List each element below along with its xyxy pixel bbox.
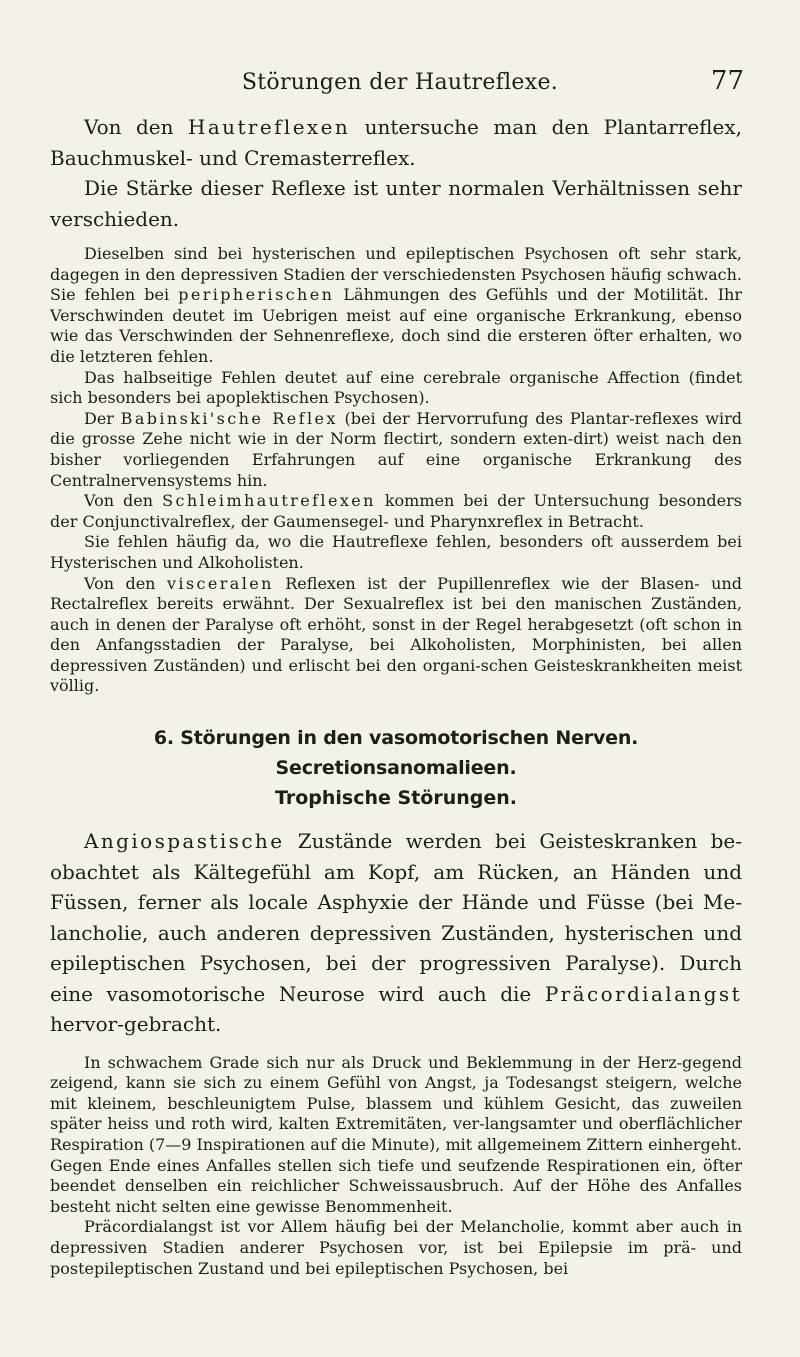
paragraph-precordial-anxiety-symptoms: In schwachem Grade sich nur als Druck und Beklemmung in der Herz-gegend zeigend, kann sie sich zu einem Gefühl von Angst, ja Todesangst steigern, welche mit kleinem, beschleunigtem Pulse, blassem und kühlem Gesicht, das zuweilen später heiss und roth wird, kalten Extremitäten, ver-langsamter und oberflächlicher Respiration (7—9 Inspirationen auf die Minute), mit allgemeinem Zittern einhergeht. Gegen Ende eines Anfalles stellen sich tiefe und seufzende Respirationen ein, öfter beendet denselben ein reichlicher Schweissausbruch. Auf der Höhe des Anfalles besteht nicht selten eine gewisse Benommenheit. [50,1052,742,1216]
paragraph-mucosal-reflexes [50,491,742,532]
paragraph-visceral-reflexes [50,574,742,698]
section-heading [50,723,742,813]
text-segment: hervor-gebracht. [50,1012,222,1037]
page-body [50,112,742,1279]
text-segment: Von den [84,115,189,139]
paragraph-mucosal-absence: Sie fehlen häufig da, wo die Hautreflexe fehlen, besonders oft ausserdem bei Hysterischen und Alkoholisten. [50,532,742,572]
text-segment: Von den [84,491,163,511]
text-segment: Zustände werden bei Geisteskranken be-obachtet als Kältegefühl am Kopf, am Rücken, an Händen und Füssen, ferner als locale Asphyxie der Hände und Füsse (bei Me-lancholie, auch anderen depressiven Zuständen, hysterischen und epileptischen Psychosen, bei der progressiven Paralyse). Durch eine vasomotorische Neurose wird auch die [50,829,742,1006]
paragraph-hautreflexe-intro [50,112,742,173]
spaced-term: peripherischen [178,285,335,305]
paragraph-reflex-psychoses [50,244,742,368]
text-segment: Lähmungen des Gefühls und der Motilität. Ihr Verschwinden deutet im Uebrigen meist auf eine organische Erkrankung, ebenso wie das Verschwinden der Sehnenreflexe, doch sind die ersteren öfter erhalten, wo die letzteren fehlen. [50,285,742,366]
paragraph-babinski-reflex [50,409,742,491]
text-segment: kommen bei der Untersuchung besonders der Conjunctivalreflex, der Gaumensegel- und Pharynxreflex in Betracht. [50,491,742,531]
text-segment: Dieselben sind bei hysterischen und epileptischen Psychosen oft sehr stark, dagegen in den depressiven Stadien der verschiedensten Psychosen häufig schwach. Sie fehlen bei [50,244,742,305]
text-segment: untersuche man den Plantarreflex, Bauchmuskel- und Cremasterreflex. [50,115,742,170]
page-header [60,66,744,102]
text-segment: Reflexen ist der Pupillenreflex wie der Blasen- und Rectalreflex bereits erwähnt. Der Sexualreflex ist bei den manischen Zuständen, auch in denen der Paralyse oft erhöht, sonst in der Regel herabgesetzt (oft schon in den Anfangsstadien der Paralyse, bei Alkoholisten, Morphinisten, bei allen depressiven Zuständen) und erlischt bei den organi-schen Geisteskrankheiten meist völlig. [50,573,742,696]
spaced-term: Angiospastische [84,829,285,854]
text-segment: Der [84,408,121,428]
spaced-term: visceralen [166,573,274,593]
paragraph-angiospastic-states [50,826,742,1040]
paragraph-reflex-strength: Die Stärke dieser Reflexe ist unter normalen Verhältnissen sehr verschieden. [50,176,742,231]
page-number: 77 [710,66,744,96]
spaced-term: Hautreflexen [188,115,351,139]
spaced-term: Schleimhautreflexen [162,491,376,511]
text-segment: Von den [84,573,167,593]
spaced-term: Präcordialangst [544,981,742,1006]
section-heading-line-1: 6. Störungen in den vasomotorischen Nerven. Secretionsanomalieen. [153,727,639,780]
section-heading-line-2: Trophische Störungen. [274,787,517,810]
paragraph-precordial-anxiety-occurrence: Präcordialangst ist vor Allem häufig bei der Melancholie, kommt aber auch in depressiven Stadien anderer Psychosen vor, ist bei Epilepsie im prä- und postepileptischen Zustand und bei epileptischen Psychosen, bei [50,1217,742,1278]
text-segment: (bei der Hervorrufung des Plantar-reflexes wird die grosse Zehe nicht wie in der Norm flectirt, sondern exten-dirt) weist nach den bisher vorliegenden Erfahrungen auf eine organische Erkrankung des Centralnervensystems hin. [50,408,742,490]
spaced-term: Babinski'sche Reflex [120,408,338,428]
running-title: Störungen der Hautreflexe. [241,70,559,95]
paragraph-unilateral-absence: Das halbseitige Fehlen deutet auf eine cerebrale organische Affection (findet sich besonders bei apoplektischen Psychosen). [50,367,742,408]
